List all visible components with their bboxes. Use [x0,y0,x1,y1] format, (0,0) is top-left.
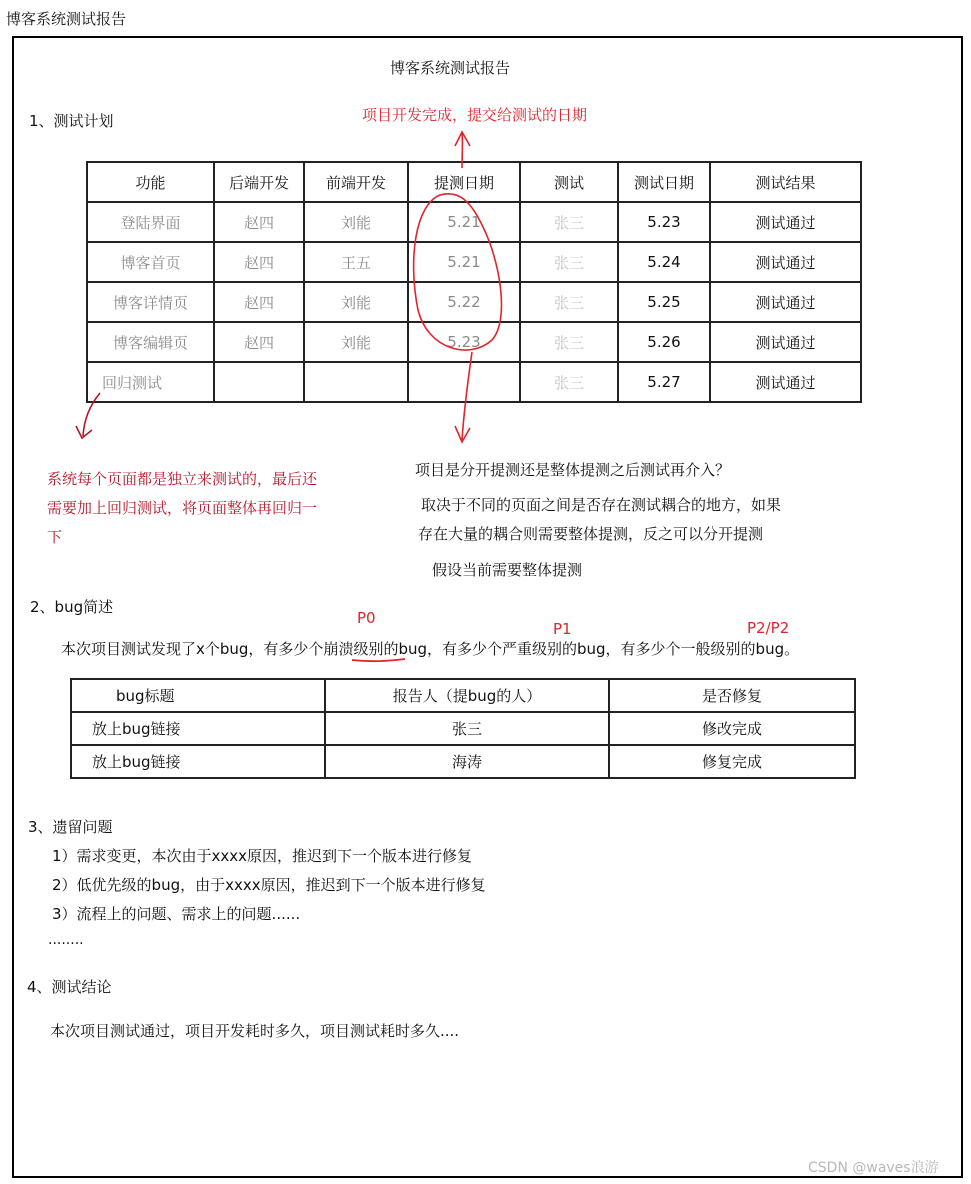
bug-summary-crash-level: 崩溃级别 [323,640,384,658]
arrow-up-icon [455,132,470,168]
bug-summary-part-1: 本次项目测试发现了x个bug，有多少个 [61,640,324,658]
header-cell: 测试 [520,162,618,202]
table-cell: 张三 [325,712,609,745]
section-3-heading: 3、遗留问题 [28,818,113,836]
table-cell: 测试通过 [710,282,861,322]
watermark: CSDN @waves浪游 [808,1160,939,1176]
list-item: 1）需求变更，本次由于xxxx原因，推迟到下一个版本进行修复 [52,847,473,865]
report-title: 博客系统测试报告 [390,59,511,77]
table-cell: 5.26 [618,322,710,362]
note-right-question: 项目是分开提测还是整体提测之后测试再介入？ [415,461,731,479]
table-cell: 修改完成 [609,712,855,745]
table-cell: 测试通过 [710,202,861,242]
submit-date-annotation: 项目开发完成，提交给测试的日期 [362,106,588,124]
section-1-heading: 1、测试计划 [29,112,114,130]
document-title: 博客系统测试报告 [6,10,127,28]
table-cell: 赵四 [214,202,304,242]
table-cell: 张三 [520,322,618,362]
table-cell: 5.22 [408,282,520,322]
section-2-heading: 2、bug简述 [30,598,114,616]
priority-label-p2: P2/P2 [747,619,790,637]
table-cell: 刘能 [304,202,408,242]
header-cell: 前端开发 [304,162,408,202]
table-row [71,745,855,778]
table-cell: 张三 [520,282,618,322]
table-cell: 刘能 [304,282,408,322]
table-cell: 博客首页 [87,242,214,282]
table-header-row [71,679,855,712]
bug-table [70,678,856,779]
table-cell: 测试通过 [710,322,861,362]
bug-link-cell[interactable]: 放上bug链接 [71,712,325,745]
table-cell: 张三 [520,202,618,242]
header-cell: 测试日期 [618,162,710,202]
priority-label-p1: P1 [553,620,572,638]
table-cell: 5.25 [618,282,710,322]
table-cell: 赵四 [214,242,304,282]
header-cell: 是否修复 [609,679,855,712]
header-cell: bug标题 [71,679,325,712]
header-cell: 提测日期 [408,162,520,202]
table-cell: 刘能 [304,322,408,362]
list-ellipsis: ........ [48,932,84,948]
note-right-answer-2: 存在大量的耦合则需要整体提测，反之可以分开提测 [418,525,764,543]
arrow-down-left-icon [76,393,100,438]
table-cell: 回归测试 [87,362,214,402]
note-left-line-3: 下 [47,528,63,546]
note-right-answer-1: 取决于不同的页面之间是否存在测试耦合的地方，如果 [421,496,782,514]
arrow-down-icon [455,352,472,442]
table-cell: 5.23 [618,202,710,242]
note-left-line-2: 需要加上回归测试，将页面整体再回归一 [47,499,318,517]
conclusion-text: 本次项目测试通过，项目开发耗时多久，项目测试耗时多久.... [50,1022,460,1040]
bug-summary [61,638,799,659]
header-cell: 测试结果 [710,162,861,202]
priority-label-p0: P0 [357,609,376,627]
note-left-line-1: 系统每个页面都是独立来测试的，最后还 [47,470,318,488]
table-cell: 5.27 [618,362,710,402]
note-right-assume: 假设当前需要整体提测 [432,561,583,579]
underline-mark-icon [352,659,405,661]
table-cell: 5.21 [408,242,520,282]
table-cell: 测试通过 [710,242,861,282]
table-cell: 5.23 [408,322,520,362]
bug-summary-part-3: 的bug，有多少个严重级别的bug，有多少个一般级别的bug。 [383,640,800,658]
list-item: 2）低优先级的bug，由于xxxx原因，推迟到下一个版本进行修复 [52,876,486,894]
header-cell: 后端开发 [214,162,304,202]
table-cell: 王五 [304,242,408,282]
table-cell: 赵四 [214,282,304,322]
table-cell: 张三 [520,362,618,402]
header-cell: 报告人（提bug的人） [325,679,609,712]
table-cell: 赵四 [214,322,304,362]
header-cell: 功能 [87,162,214,202]
circle-mark-icon [414,194,502,350]
table-cell: 海涛 [325,745,609,778]
list-item: 3）流程上的问题、需求上的问题...... [52,905,301,923]
table-row [71,712,855,745]
table-cell: 博客编辑页 [87,322,214,362]
bug-link-cell[interactable]: 放上bug链接 [71,745,325,778]
table-cell: 修复完成 [609,745,855,778]
table-cell: 登陆界面 [87,202,214,242]
table-cell: 5.24 [618,242,710,282]
table-cell: 5.21 [408,202,520,242]
table-cell: 测试通过 [710,362,861,402]
section-4-heading: 4、测试结论 [27,978,112,996]
table-cell: 张三 [520,242,618,282]
table-cell: 博客详情页 [87,282,214,322]
